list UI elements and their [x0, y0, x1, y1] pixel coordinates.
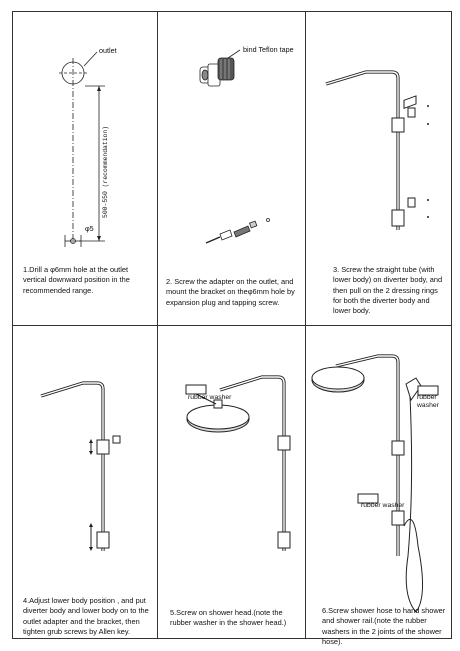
instruction-sheet: [12, 11, 452, 646]
step-6-panel: [306, 326, 452, 646]
step-1-caption: 1.Drill a φ6mm hole at the outlet vertical downward position in the recommended range.: [23, 265, 130, 295]
outlet-label: outlet: [99, 46, 117, 55]
step-2-caption: 2. Screw the adapter on the outlet, and mount the bracket on theφ6mm hole by expansion plug and tapping screw.: [166, 277, 295, 307]
hole-diameter-label: φ5: [85, 224, 94, 233]
teflon-tape-label: bind Teflon tape: [243, 45, 294, 54]
step-3-panel: [306, 12, 452, 325]
step-6-caption: 6.Screw shower hose to hand shower and shower rail.(note the rubber washers in the 2 joints of the shower hose).: [322, 606, 446, 646]
step-5-panel: [158, 326, 305, 639]
step-4-drawing: [13, 326, 157, 639]
step-2-panel: [158, 12, 305, 325]
step-6-drawing: [306, 326, 452, 639]
rubber-washer-label: rubber washer: [188, 394, 232, 401]
step-5-caption: 5.Screw on shower head.(note the rubber washer in the shower head.): [170, 608, 287, 628]
rubber-washer-mid-label: rubber washer: [361, 502, 405, 509]
height-dimension-label: 500-550 (recommendation): [102, 125, 109, 218]
step-5-drawing: [158, 326, 305, 639]
step-4-caption: 4.Adjust lower body position , and put diverter body and lower body on to the outlet adapter and the bracket, then tighten grub screws by Allen key.: [23, 596, 149, 636]
step-1-panel: [13, 12, 157, 325]
step-4-panel: [13, 326, 157, 639]
step-3-caption: 3. Screw the straight tube (with lower body) on diverter body, and then pull on the 2 dressing rings for both the diverter body and lower body.: [333, 265, 443, 316]
rubber-washer-top-label: rubber washer: [417, 394, 439, 410]
